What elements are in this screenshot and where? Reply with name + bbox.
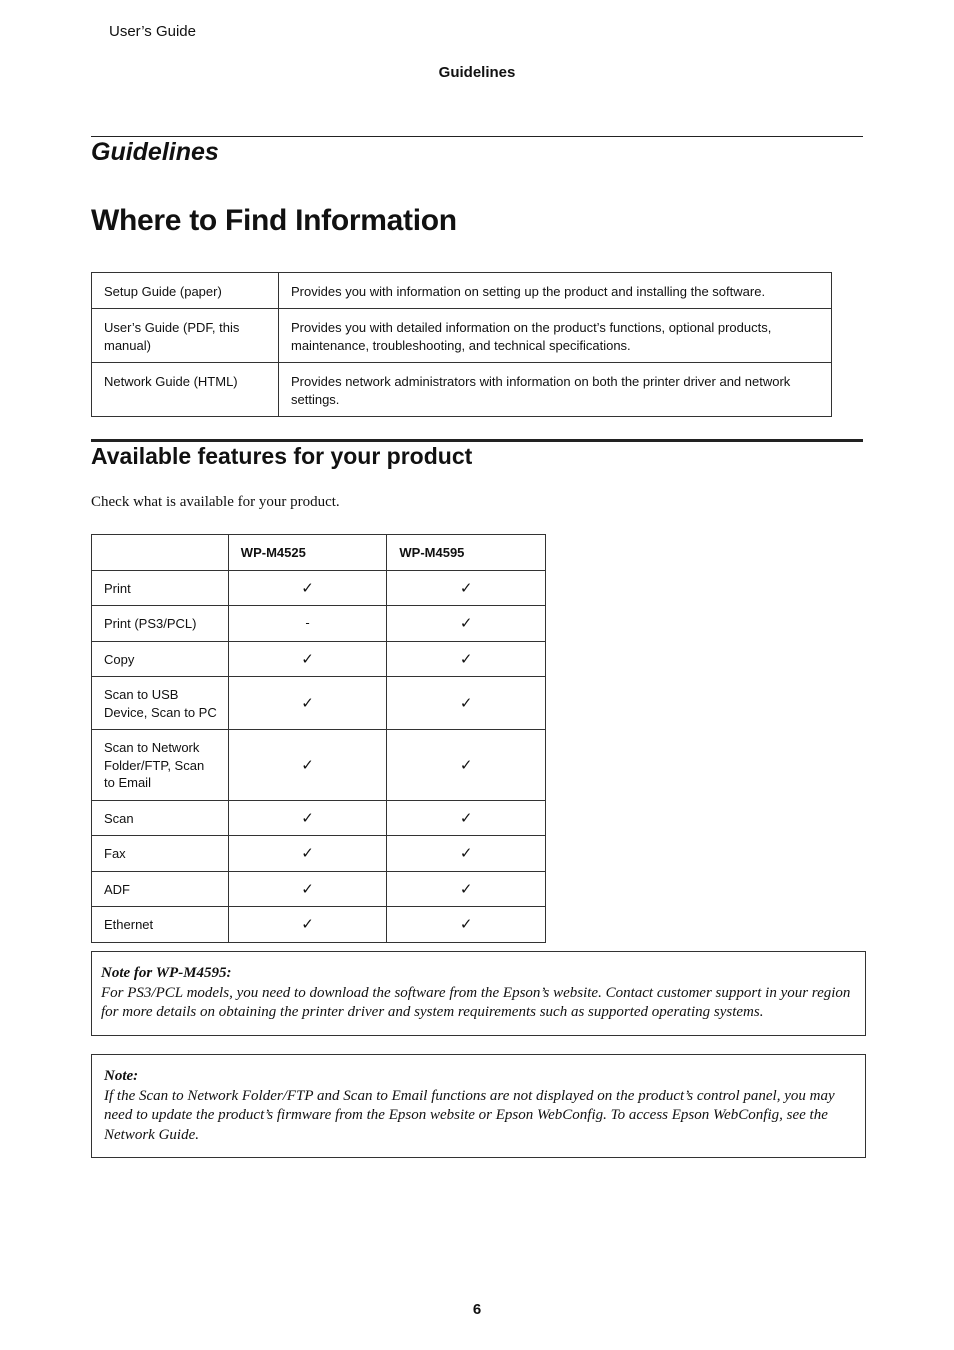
table-header-row [92, 535, 546, 571]
column-header-wp-m4595: WP-M4595 [387, 535, 546, 571]
availability-mark: ✓ [228, 641, 387, 677]
feature-cell: Fax [92, 836, 229, 872]
note-title: Note for WP-M4595: [101, 965, 232, 981]
note-box-general [91, 1054, 866, 1158]
table-row [92, 363, 832, 417]
availability-mark: ✓ [228, 871, 387, 907]
features-intro: Check what is available for your product. [91, 494, 340, 510]
feature-cell: Scan [92, 800, 229, 836]
availability-mark: ✓ [387, 730, 546, 801]
note-body: If the Scan to Network Folder/FTP and Scan to Email functions are not displayed on the product’s control panel, you may need to update the product’s firmware from the Epson website or Epson WebConfig. To access Epson WebConfig, see the Network Guide. [104, 1087, 835, 1143]
table-row [92, 309, 832, 363]
column-header-feature [92, 535, 229, 571]
availability-mark: ✓ [387, 836, 546, 872]
section-rule [91, 439, 863, 442]
doc-name-cell: Network Guide (HTML) [92, 363, 279, 417]
table-row [92, 871, 546, 907]
chapter-title: Guidelines [91, 138, 219, 166]
doc-description-cell: Provides network administrators with information on both the printer driver and network settings. [279, 363, 832, 417]
doc-name-cell: User’s Guide (PDF, this manual) [92, 309, 279, 363]
availability-mark: ✓ [228, 836, 387, 872]
note-body: For PS3/PCL models, you need to download the software from the Epson’s website. Contact customer support in your region for more details on obtaining the printer driver and system requirements such as supported operating systems. [101, 984, 851, 1020]
column-header-wp-m4525: WP-M4525 [228, 535, 387, 571]
feature-cell: Scan to Network Folder/FTP, Scan to Email [92, 730, 229, 801]
features-title: Available features for your product [91, 443, 473, 469]
table-row [92, 836, 546, 872]
feature-cell: Print [92, 570, 229, 606]
note-box-wp-m4595 [91, 951, 866, 1036]
page-number: 6 [472, 1301, 482, 1318]
feature-cell: Ethernet [92, 907, 229, 943]
table-row [92, 273, 832, 309]
table-row [92, 677, 546, 730]
availability-mark: ✓ [228, 800, 387, 836]
note-title: Note: [104, 1068, 139, 1084]
table-row [92, 606, 546, 642]
info-table [91, 272, 832, 417]
table-row [92, 730, 546, 801]
availability-mark: ✓ [228, 907, 387, 943]
table-row [92, 641, 546, 677]
availability-mark: - [228, 606, 387, 642]
doc-description-cell: Provides you with detailed information on the product’s functions, optional products, maintenance, troubleshooting, and technical specifications. [279, 309, 832, 363]
availability-mark: ✓ [387, 800, 546, 836]
features-table [91, 534, 546, 943]
availability-mark: ✓ [387, 871, 546, 907]
running-head: User’s Guide [109, 23, 196, 40]
feature-cell: Scan to USB Device, Scan to PC [92, 677, 229, 730]
availability-mark: ✓ [387, 677, 546, 730]
feature-cell: Print (PS3/PCL) [92, 606, 229, 642]
availability-mark: ✓ [387, 641, 546, 677]
table-row [92, 570, 546, 606]
availability-mark: ✓ [387, 570, 546, 606]
doc-name-cell: Setup Guide (paper) [92, 273, 279, 309]
table-row [92, 800, 546, 836]
table-row [92, 907, 546, 943]
page-title: Where to Find Information [91, 204, 457, 237]
feature-cell: ADF [92, 871, 229, 907]
availability-mark: ✓ [228, 730, 387, 801]
section-header: Guidelines [438, 64, 516, 81]
availability-mark: ✓ [387, 606, 546, 642]
chapter-rule [91, 136, 863, 137]
availability-mark: ✓ [387, 907, 546, 943]
availability-mark: ✓ [228, 677, 387, 730]
doc-description-cell: Provides you with information on setting up the product and installing the software. [279, 273, 832, 309]
feature-cell: Copy [92, 641, 229, 677]
availability-mark: ✓ [228, 570, 387, 606]
